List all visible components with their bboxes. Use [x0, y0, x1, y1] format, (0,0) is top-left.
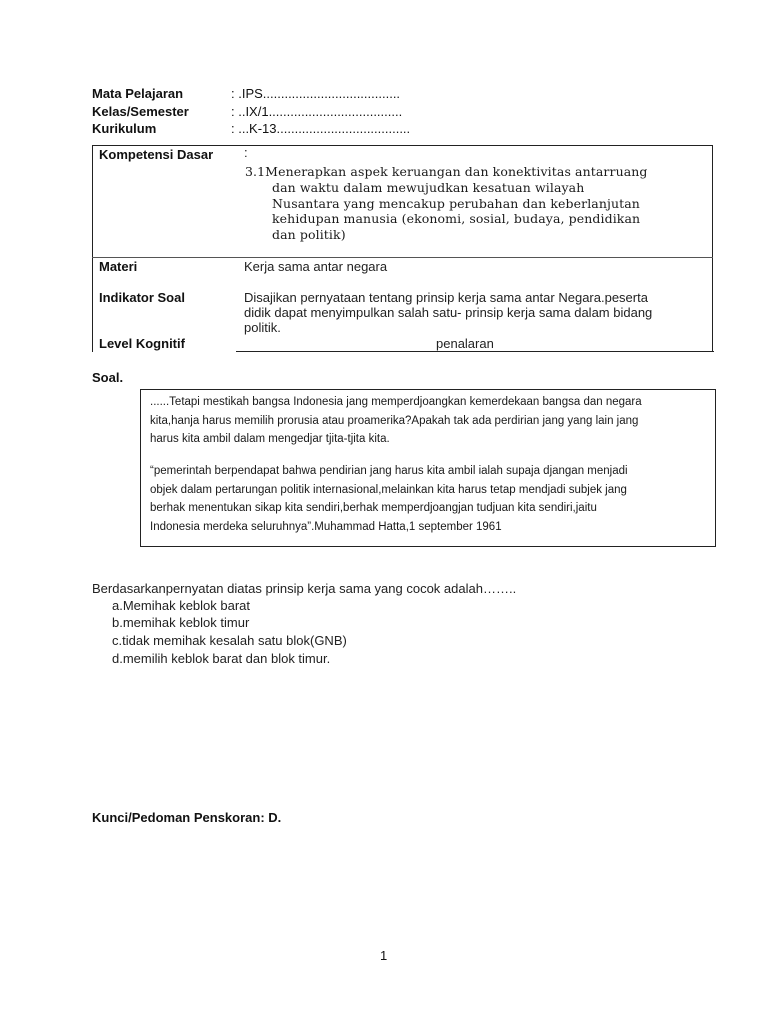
subject-value: : .IPS...................................... — [231, 86, 401, 101]
answer-key: Kunci/Pedoman Penskoran: D. — [92, 810, 282, 825]
quote-p1-line-2: kita,hanja harus memilih prorusia atau proamerika?Apakah tak ada perdirian jang yang lain jang — [150, 415, 639, 427]
materi-value: Kerja sama antar negara — [244, 259, 388, 274]
soal-label: Soal. — [92, 370, 124, 385]
kd-line-4: kehidupan manusia (ekonomi, sosial, budaya, pendidikan — [272, 211, 641, 226]
curriculum-label: Kurikulum — [92, 121, 157, 136]
quote-p1-line-3: harus kita ambil dalam mengedjar tjita-tjita kita. — [150, 433, 390, 445]
class-value: : ..IX/1..................................... — [231, 104, 403, 119]
quote-p2-line-4: Indonesia merdeka seluruhnya”.Muhammad Hatta,1 september 1961 — [150, 521, 502, 533]
option-a: a.Memihak keblok barat — [112, 598, 251, 613]
quote-p1-line-1: ......Tetapi mestikah bangsa Indonesia jang memperdjoangkan kemerdekaan bangsa dan negara — [150, 396, 642, 408]
option-d: d.memilih keblok barat dan blok timur. — [112, 651, 331, 666]
quote-p2-line-1: “pemerintah berpendapat bahwa pendirian jang harus kita ambil ialah supaja djangan menjadi — [150, 465, 628, 477]
indikator-line-2: didik dapat menyimpulkan salah satu- prinsip kerja sama dalam bidang — [244, 305, 653, 320]
materi-label: Materi — [99, 259, 138, 274]
kd-line-1: 3.1Menerapkan aspek keruangan dan konektivitas antarruang — [245, 164, 648, 179]
kd-line-3: Nusantara yang mencakup perubahan dan keberlanjutan — [272, 196, 640, 211]
question-text: Berdasarkanpernyatan diatas prinsip kerja sama yang cocok adalah…….. — [92, 581, 517, 596]
subject-label: Mata Pelajaran — [92, 86, 184, 101]
indikator-label: Indikator Soal — [99, 290, 185, 305]
indikator-line-3: politik. — [244, 320, 281, 335]
kd-label: Kompetensi Dasar — [99, 147, 214, 162]
table-bottom-rule — [236, 351, 714, 352]
curriculum-value: : ...K-13..................................... — [231, 121, 411, 136]
class-label: Kelas/Semester — [92, 104, 189, 119]
table-divider — [92, 257, 713, 258]
quote-p2-line-3: berhak menentukan sikap kita sendiri,berhak memperdjoangjan tudjuan kita sendiri,jaitu — [150, 502, 597, 514]
kd-line-2: dan waktu dalam mewujudkan kesatuan wilayah — [272, 180, 585, 195]
level-label: Level Kognitif — [99, 336, 185, 351]
option-b: b.memihak keblok timur — [112, 615, 250, 630]
kd-line-5: dan politik) — [272, 227, 346, 242]
kd-colon: : — [244, 145, 248, 160]
quote-p2-line-2: objek dalam pertarungan politik internasional,melainkan kita harus tetap mendjadi subjek jang — [150, 484, 627, 496]
indikator-line-1: Disajikan pernyataan tentang prinsip kerja sama antar Negara.peserta — [244, 290, 648, 305]
level-value: penalaran — [436, 336, 494, 351]
option-c: c.tidak memihak kesalah satu blok(GNB) — [112, 633, 347, 648]
page-number: 1 — [380, 948, 388, 963]
